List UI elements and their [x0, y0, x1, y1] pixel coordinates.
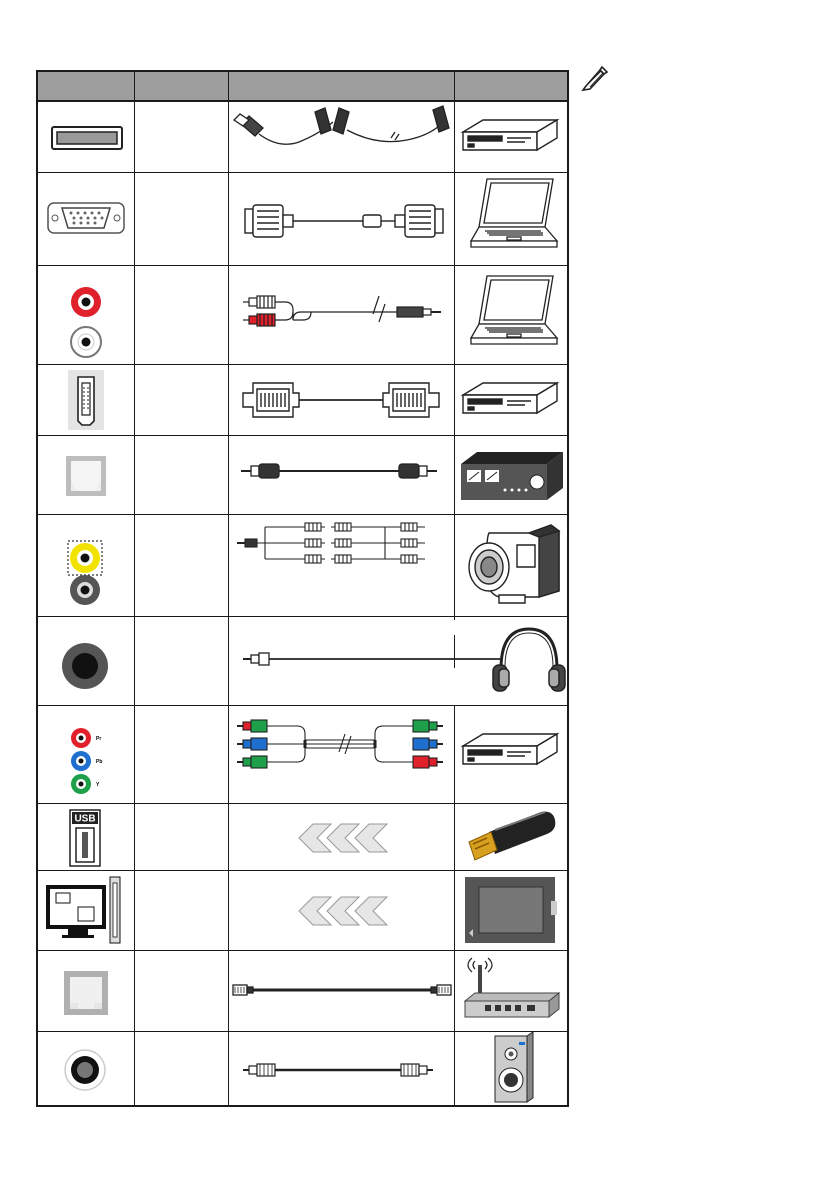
speaker-icon	[455, 1032, 567, 1105]
composite-av-cable-icon	[229, 515, 454, 616]
laptop-icon	[455, 266, 567, 364]
insert-arrows-icon	[229, 871, 454, 950]
camcorder-icon	[455, 515, 567, 616]
headphone-jack-icon	[38, 617, 134, 705]
usb-label: USB	[74, 813, 96, 825]
component-label-y: Y	[96, 782, 100, 788]
connection-table	[36, 70, 569, 1107]
dvd-player-icon	[455, 102, 567, 172]
hdmi-to-scart-cable-icon	[229, 102, 454, 172]
laptop-icon	[455, 173, 567, 265]
table-row	[38, 951, 134, 1031]
vga-port-icon	[38, 173, 134, 265]
optical-port-icon	[38, 436, 134, 514]
coaxial-port-icon	[38, 1032, 134, 1105]
composite-av-ports-icon	[38, 515, 134, 616]
table-row	[38, 515, 134, 616]
scart-port-icon	[38, 102, 134, 172]
table-row	[38, 173, 134, 265]
table-row	[38, 266, 134, 364]
vga-cable-icon	[229, 173, 454, 265]
component-label-pb: Pb	[96, 759, 103, 765]
component-label-pr: Pr	[96, 736, 102, 742]
hdmi-cable-icon	[229, 365, 454, 435]
ethernet-cable-icon	[229, 951, 454, 1031]
table-row	[38, 1032, 134, 1105]
usb-stick-icon	[455, 804, 567, 870]
table-row	[38, 804, 134, 870]
headphones-icon	[487, 617, 567, 705]
dvd-player-icon	[455, 365, 567, 435]
ci-slot-icon	[38, 871, 134, 950]
table-row	[38, 871, 134, 950]
cam-module-icon	[455, 871, 567, 950]
component-cable-icon	[229, 706, 454, 803]
table-row	[38, 706, 134, 803]
usb-port-icon	[38, 804, 134, 870]
component-ports-icon	[38, 706, 134, 803]
rca-to-jack-cable-icon	[229, 266, 454, 364]
insert-arrows-icon	[229, 804, 454, 870]
hdmi-port-icon	[38, 365, 134, 435]
table-row	[38, 617, 134, 705]
table-header	[38, 72, 567, 102]
router-icon	[455, 951, 567, 1031]
optical-cable-icon	[229, 436, 454, 514]
table-row	[38, 365, 134, 435]
pencil-note-icon	[578, 62, 610, 94]
ethernet-port-icon	[38, 951, 134, 1031]
table-row	[38, 102, 134, 172]
amplifier-icon	[455, 436, 567, 514]
coaxial-cable-icon	[229, 1032, 454, 1105]
dvd-player-icon	[455, 706, 567, 803]
audio-rca-ports-icon	[38, 266, 134, 364]
table-row	[38, 436, 134, 514]
